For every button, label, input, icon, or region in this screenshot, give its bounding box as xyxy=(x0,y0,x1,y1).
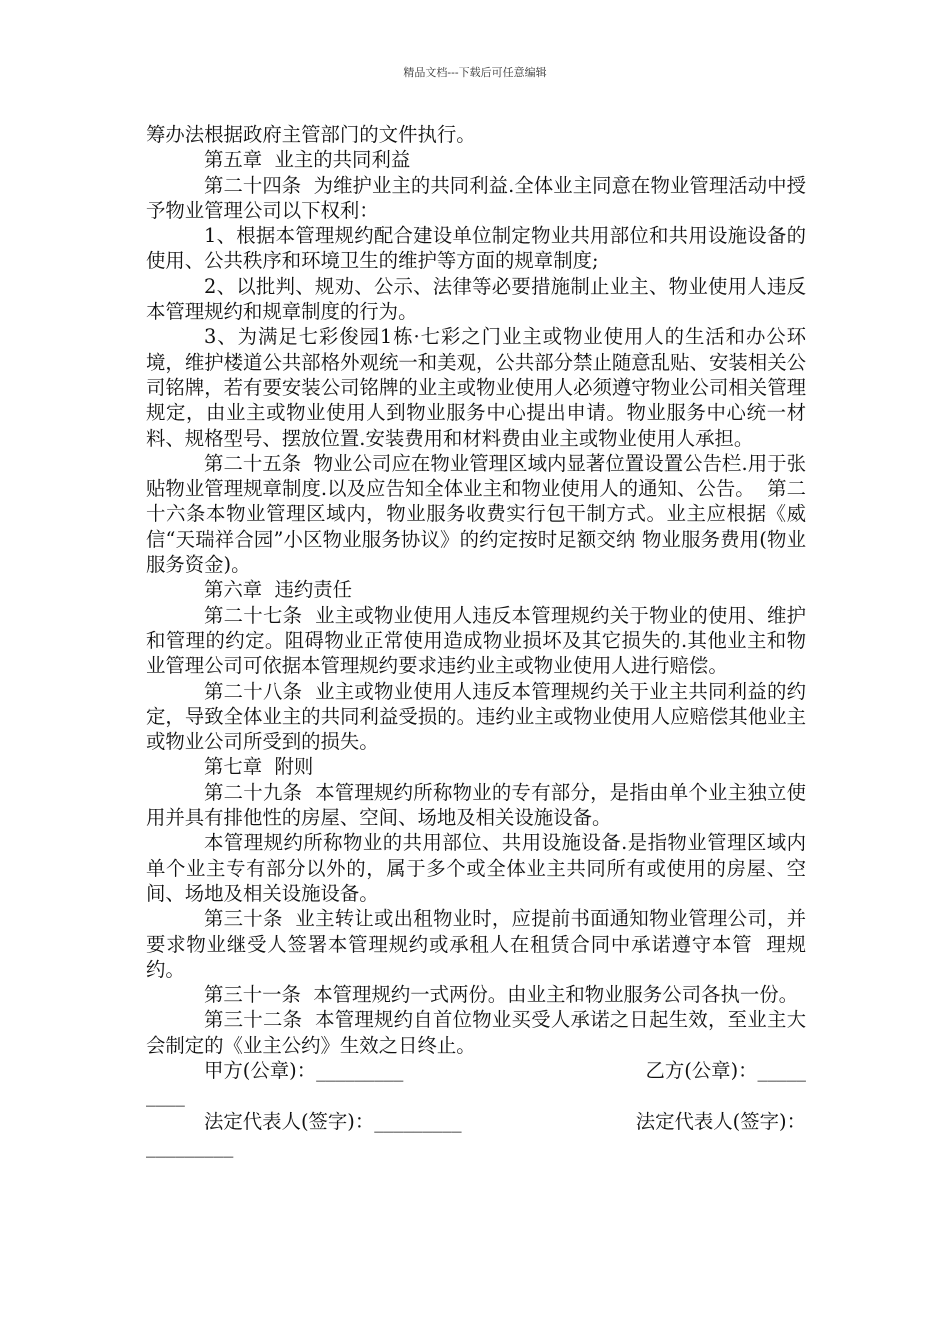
paragraph: 3、为满足七彩俊园1栋·七彩之门业主或物业使用人的生活和办公环境，维护楼道公共部格外观统一和美观，公共部分禁止随意乱贴、安装相关公司铭牌，若有要安装公司铭牌的业主或物业使用人必须遵守物业公司相关管理规定，由业主或物业使用人到物业服务中心提出申请。物业服务中心统一材料、规格型号、摆放位置.安装费用和材料费由业主或物业使用人承担。 xyxy=(146,325,806,450)
party-a-representative: 法定代表人(签字)：_________ xyxy=(204,1109,462,1133)
signature-row-seal xyxy=(146,1058,806,1083)
paragraph: 1、根据本管理规约配合建设单位制定物业共用部位和共用设施设备的使用、公共秩序和环境卫生的维护等方面的规章制度; xyxy=(146,224,806,273)
paragraph: 第二十四条 为维护业主的共同利益.全体业主同意在物业管理活动中授予物业管理公司以下权利： xyxy=(146,173,806,222)
party-b-seal-continued: ____ xyxy=(146,1084,185,1108)
paragraph: 本管理规约所称物业的共用部位、共用设施设备.是指物业管理区域内单个业主专有部分以外的，属于多个或全体业主共同所有或使用的房屋、空间、场地及相关设施设备。 xyxy=(146,831,806,905)
party-b-seal: 乙方(公章)：_____ xyxy=(645,1058,806,1082)
paragraph: 2、以批判、规劝、公示、法律等必要措施制止业主、物业使用人违反本管理规约和规章制度的行为。 xyxy=(146,274,806,324)
chapter-heading: 第六章 违约责任 xyxy=(204,578,353,602)
paragraph: 第二十九条 本管理规约所称物业的专有部分，是指由单个业主独立使用并具有排他性的房屋、空间、场地及相关设施设备。 xyxy=(146,780,806,830)
paragraph: 第二十八条 业主或物业使用人违反本管理规约关于业主共同利益的约定，导致全体业主的共同利益受损的。违约业主或物业使用人应赔偿其他业主或物业公司所受到的损失。 xyxy=(146,679,806,754)
party-b-representative-continued: _________ xyxy=(146,1134,234,1158)
paragraph: 筹办法根据政府主管部门的文件执行。 xyxy=(146,123,476,146)
paragraph: 第二十五条 物业公司应在物业管理区域内显著位置设置公告栏.用于张贴物业管理规章制度.以及应告知全体业主和物业使用人的通知、公告。 第二十六条本物业管理区域内，物业服务收费实行包干制方式。业主应根据《威信“天瑞祥合园”小区物业服务协议》的约定按时足额交纳 物业服务费用(物业服务资金)。 xyxy=(146,451,806,577)
chapter-heading: 第五章 业主的共同利益 xyxy=(204,148,411,172)
page-header: 精品文档---下载后可任意编辑 xyxy=(403,66,547,79)
paragraph: 第三十二条 本管理规约自首位物业买受人承诺之日起生效，至业主大会制定的《业主公约》生效之日终止。 xyxy=(146,1008,806,1057)
paragraph: 第三十一条 本管理规约一式两份。由业主和物业服务公司各执一份。 xyxy=(204,983,799,1007)
paragraph: 第三十条 业主转让或出租物业时，应提前书面通知物业管理公司，并要求物业继受人签署本管理规约或承租人在租赁合同中承诺遵守本管 理规约。 xyxy=(146,907,806,981)
chapter-heading: 第七章 附则 xyxy=(204,755,314,779)
document-body xyxy=(146,122,806,1159)
party-a-seal: 甲方(公章)：_________ xyxy=(204,1058,404,1082)
party-b-representative: 法定代表人(签字)： xyxy=(635,1109,806,1133)
paragraph: 第二十七条 业主或物业使用人违反本管理规约关于物业的使用、维护和管理的约定。阻碍物业正常使用造成物业损坏及其它损失的.其他业主和物业管理公司可依据本管理规约要求违约业主或物业使用人进行赔偿。 xyxy=(146,603,806,678)
signature-row-representative xyxy=(146,1109,806,1134)
